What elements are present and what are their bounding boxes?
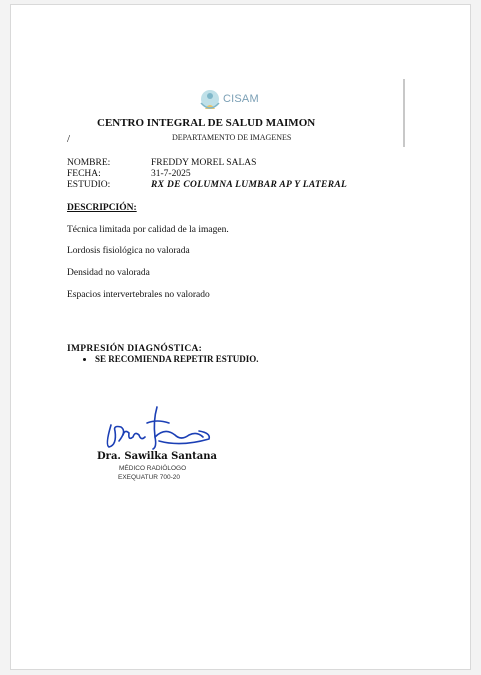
description-line: Densidad no valorada [67, 268, 150, 278]
document-page [10, 4, 471, 670]
signer-name: Dra. Sawilka Santana [97, 451, 217, 462]
margin-guide-line [403, 79, 405, 147]
logo-text: CISAM [223, 93, 259, 105]
signer-exequatur: EXEQUATUR 700-20 [118, 474, 181, 481]
cisam-logo-icon [197, 87, 223, 115]
institution-title: CENTRO INTEGRAL DE SALUD MAIMON [97, 117, 316, 129]
signer-title: MÉDICO RADIÓLOGO [119, 465, 187, 472]
department-name: DEPARTAMENTO DE IMAGENES [172, 133, 292, 142]
date-value: 31-7-2025 [151, 169, 191, 179]
name-label: NOMBRE: [67, 158, 111, 168]
study-value: RX DE COLUMNA LUMBAR AP Y LATERAL [151, 180, 348, 190]
handwritten-signature [95, 401, 215, 453]
study-label: ESTUDIO: [67, 180, 111, 190]
impression-item: • SE RECOMIENDA REPETIR ESTUDIO. [95, 354, 259, 364]
description-line: Espacios intervertebrales no valorado [67, 290, 210, 300]
slash-mark: / [67, 133, 71, 145]
name-value: FREDDY MOREL SALAS [151, 158, 257, 168]
description-line: Técnica limitada por calidad de la imagen. [67, 225, 229, 235]
description-line: Lordosis fisiológica no valorada [67, 246, 190, 256]
cisam-logo [197, 87, 277, 115]
date-label: FECHA: [67, 169, 101, 179]
impression-list [67, 354, 259, 364]
impression-heading: IMPRESIÓN DIAGNÓSTICA: [67, 344, 203, 354]
description-heading: DESCRIPCIÓN: [67, 203, 137, 213]
